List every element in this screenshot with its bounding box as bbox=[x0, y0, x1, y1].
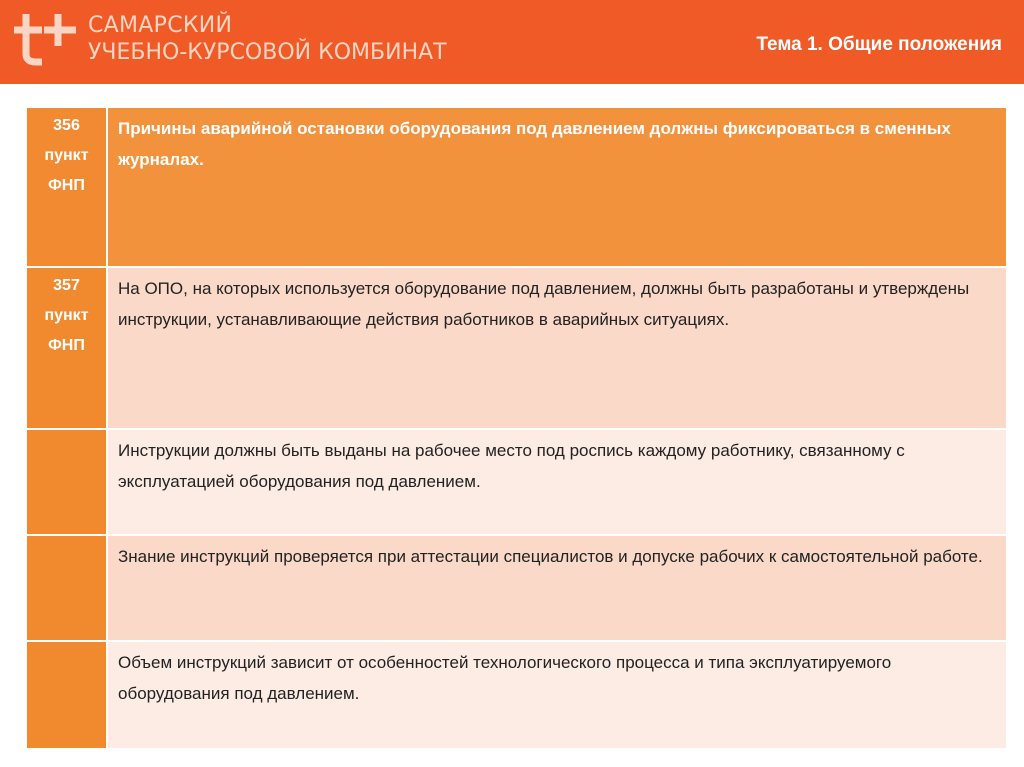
clause-source: ФНП bbox=[48, 177, 85, 194]
table-row bbox=[27, 534, 1006, 640]
rule-text: Знание инструкций проверяется при аттестации специалистов и допуске рабочих к самостоятельной работе. bbox=[108, 536, 1006, 640]
table-row bbox=[27, 108, 1006, 266]
logo-text bbox=[88, 12, 447, 66]
clause-number: 356 bbox=[53, 117, 80, 134]
header-bar bbox=[0, 0, 1024, 84]
topic-title: Тема 1. Общие положения bbox=[756, 34, 1002, 55]
table-row bbox=[27, 428, 1006, 534]
clause-word: пункт bbox=[44, 307, 89, 324]
rule-text: На ОПО, на которых используется оборудование под давлением, должны быть разработаны и утверждены инструкции, устанавливающие действия работников в аварийных ситуациях. bbox=[108, 268, 1006, 428]
logo-line1: САМАРСКИЙ bbox=[88, 13, 233, 38]
clause-source: ФНП bbox=[48, 337, 85, 354]
clause-number: 357 bbox=[53, 277, 80, 294]
clause-number-cell bbox=[27, 536, 108, 640]
table-row bbox=[27, 266, 1006, 428]
rule-text: Объем инструкций зависит от особенностей технологического процесса и типа эксплуатируемого оборудования под давлением. bbox=[108, 642, 1006, 748]
clause-word: пункт bbox=[44, 147, 89, 164]
clause-number-cell bbox=[27, 642, 108, 748]
clause-number-cell bbox=[27, 108, 108, 266]
rule-text: Причины аварийной остановки оборудования под давлением должны фиксироваться в сменных журналах. bbox=[108, 108, 1006, 266]
logo-line2: УЧЕБНО-КУРСОВОЙ КОМБИНАТ bbox=[88, 40, 447, 65]
logo-icon bbox=[12, 10, 80, 68]
rule-text: Инструкции должны быть выданы на рабочее место под роспись каждому работнику, связанному с эксплуатацией оборудования под давлением. bbox=[108, 430, 1006, 534]
table-row bbox=[27, 640, 1006, 748]
clause-number-cell bbox=[27, 430, 108, 534]
clause-number-cell bbox=[27, 268, 108, 428]
rules-table bbox=[27, 108, 1006, 748]
